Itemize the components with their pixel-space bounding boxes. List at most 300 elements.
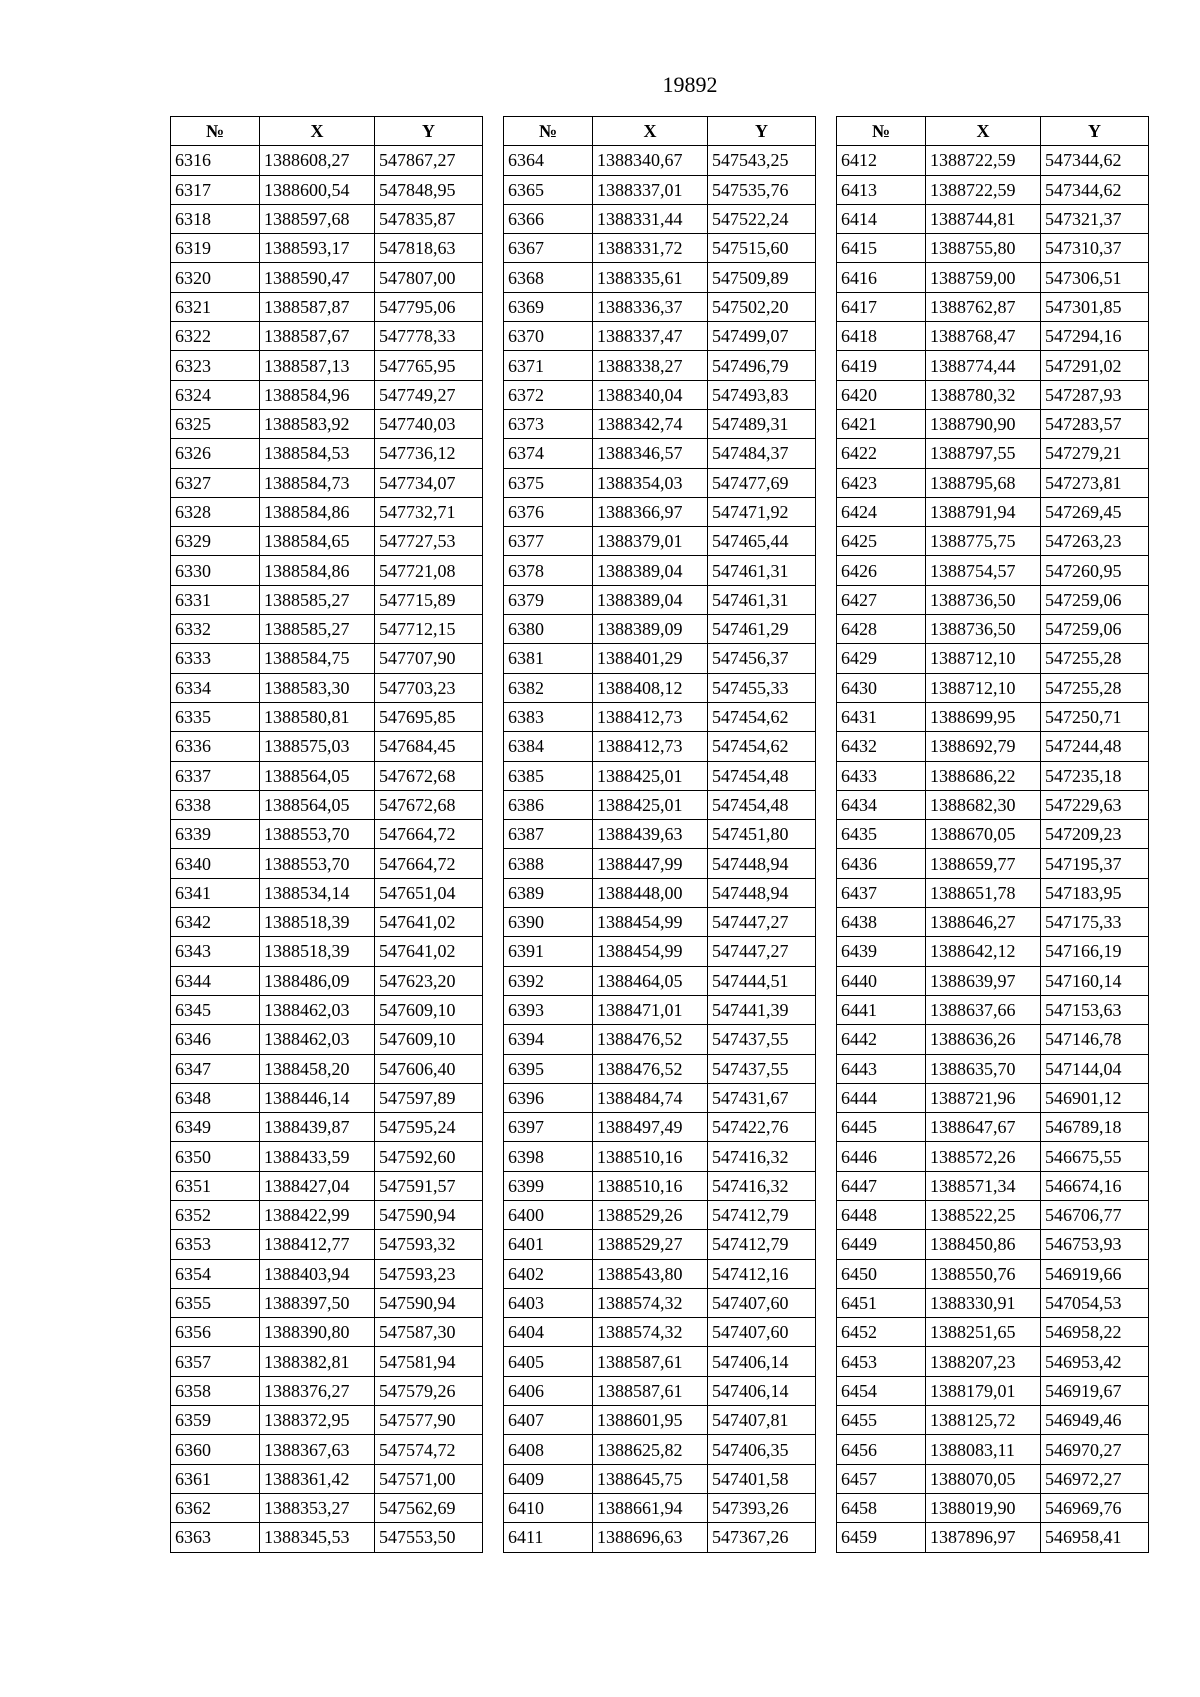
x-coordinate-cell: 1388518,39	[260, 908, 375, 937]
point-number-cell: 6367	[504, 234, 593, 263]
table-row	[504, 204, 816, 233]
y-coordinate-cell: 547684,45	[375, 732, 483, 761]
x-coordinate-cell: 1388439,63	[593, 820, 708, 849]
point-number-cell: 6334	[171, 673, 260, 702]
table-row	[171, 1025, 483, 1054]
x-coordinate-cell: 1388571,34	[926, 1171, 1041, 1200]
point-number-cell: 6358	[171, 1376, 260, 1405]
point-number-cell: 6408	[504, 1435, 593, 1464]
table-row	[837, 234, 1149, 263]
table-row	[171, 351, 483, 380]
table-row	[837, 497, 1149, 526]
point-number-cell: 6339	[171, 820, 260, 849]
point-number-cell: 6382	[504, 673, 593, 702]
point-number-cell: 6392	[504, 966, 593, 995]
x-coordinate-cell: 1388340,04	[593, 380, 708, 409]
table-row	[837, 1493, 1149, 1522]
table-row	[171, 263, 483, 292]
table-row	[837, 1318, 1149, 1347]
table-row	[171, 1171, 483, 1200]
y-coordinate-cell: 547310,37	[1041, 234, 1149, 263]
y-coordinate-cell: 546958,22	[1041, 1318, 1149, 1347]
point-number-cell: 6399	[504, 1171, 593, 1200]
x-coordinate-cell: 1388427,04	[260, 1171, 375, 1200]
y-coordinate-cell: 547703,23	[375, 673, 483, 702]
table-row	[504, 761, 816, 790]
y-coordinate-cell: 547412,79	[708, 1200, 816, 1229]
x-coordinate-cell: 1388379,01	[593, 527, 708, 556]
x-coordinate-cell: 1388625,82	[593, 1435, 708, 1464]
y-coordinate-cell: 547250,71	[1041, 702, 1149, 731]
table-row	[171, 204, 483, 233]
column-header-y: Y	[1041, 117, 1149, 146]
point-number-cell: 6387	[504, 820, 593, 849]
x-coordinate-cell: 1388361,42	[260, 1464, 375, 1493]
x-coordinate-cell: 1388645,75	[593, 1464, 708, 1493]
point-number-cell: 6372	[504, 380, 593, 409]
table-row	[171, 175, 483, 204]
point-number-cell: 6344	[171, 966, 260, 995]
point-number-cell: 6318	[171, 204, 260, 233]
table-row	[171, 1347, 483, 1376]
point-number-cell: 6401	[504, 1230, 593, 1259]
x-coordinate-cell: 1388397,50	[260, 1288, 375, 1317]
y-coordinate-cell: 547590,94	[375, 1288, 483, 1317]
point-number-cell: 6338	[171, 790, 260, 819]
point-number-cell: 6406	[504, 1376, 593, 1405]
x-coordinate-cell: 1388583,92	[260, 409, 375, 438]
x-coordinate-cell: 1388510,16	[593, 1142, 708, 1171]
table-row	[837, 995, 1149, 1024]
table-row	[837, 1288, 1149, 1317]
point-number-cell: 6434	[837, 790, 926, 819]
table-row	[504, 409, 816, 438]
x-coordinate-cell: 1388518,39	[260, 937, 375, 966]
point-number-cell: 6370	[504, 322, 593, 351]
table-row	[171, 322, 483, 351]
point-number-cell: 6443	[837, 1054, 926, 1083]
y-coordinate-cell: 547160,14	[1041, 966, 1149, 995]
y-coordinate-cell: 547344,62	[1041, 175, 1149, 204]
table-row	[504, 1113, 816, 1142]
point-number-cell: 6385	[504, 761, 593, 790]
y-coordinate-cell: 547543,25	[708, 146, 816, 175]
table-row	[504, 732, 816, 761]
point-number-cell: 6353	[171, 1230, 260, 1259]
point-number-cell: 6342	[171, 908, 260, 937]
point-number-cell: 6444	[837, 1083, 926, 1112]
table-row	[171, 790, 483, 819]
y-coordinate-cell: 547736,12	[375, 439, 483, 468]
y-coordinate-cell: 547712,15	[375, 615, 483, 644]
table-row	[837, 1259, 1149, 1288]
y-coordinate-cell: 547590,94	[375, 1200, 483, 1229]
x-coordinate-cell: 1388340,67	[593, 146, 708, 175]
x-coordinate-cell: 1388450,86	[926, 1230, 1041, 1259]
y-coordinate-cell: 547175,33	[1041, 908, 1149, 937]
point-number-cell: 6421	[837, 409, 926, 438]
x-coordinate-cell: 1388797,55	[926, 439, 1041, 468]
x-coordinate-cell: 1388179,01	[926, 1376, 1041, 1405]
table-row	[837, 263, 1149, 292]
table-row	[171, 527, 483, 556]
y-coordinate-cell: 547451,80	[708, 820, 816, 849]
point-number-cell: 6447	[837, 1171, 926, 1200]
y-coordinate-cell: 547795,06	[375, 292, 483, 321]
table-row	[504, 1288, 816, 1317]
y-coordinate-cell: 547279,21	[1041, 439, 1149, 468]
y-coordinate-cell: 547641,02	[375, 937, 483, 966]
y-coordinate-cell: 547183,95	[1041, 878, 1149, 907]
y-coordinate-cell: 547455,33	[708, 673, 816, 702]
x-coordinate-cell: 1388791,94	[926, 497, 1041, 526]
table-row	[171, 761, 483, 790]
point-number-cell: 6325	[171, 409, 260, 438]
x-coordinate-cell: 1388646,27	[926, 908, 1041, 937]
point-number-cell: 6449	[837, 1230, 926, 1259]
table-row	[504, 1200, 816, 1229]
y-coordinate-cell: 547664,72	[375, 849, 483, 878]
y-coordinate-cell: 547623,20	[375, 966, 483, 995]
x-coordinate-cell: 1388647,67	[926, 1113, 1041, 1142]
x-coordinate-cell: 1388382,81	[260, 1347, 375, 1376]
point-number-cell: 6368	[504, 263, 593, 292]
x-coordinate-cell: 1388462,03	[260, 995, 375, 1024]
table-row	[504, 1259, 816, 1288]
page-number: 19892	[662, 72, 718, 97]
y-coordinate-cell: 547209,23	[1041, 820, 1149, 849]
x-coordinate-cell: 1388462,03	[260, 1025, 375, 1054]
point-number-cell: 6375	[504, 468, 593, 497]
table-row	[504, 1523, 816, 1552]
x-coordinate-cell: 1388353,27	[260, 1493, 375, 1522]
point-number-cell: 6347	[171, 1054, 260, 1083]
x-coordinate-cell: 1388367,63	[260, 1435, 375, 1464]
x-coordinate-cell: 1388659,77	[926, 849, 1041, 878]
y-coordinate-cell: 547416,32	[708, 1142, 816, 1171]
table-row	[837, 527, 1149, 556]
y-coordinate-cell: 547461,31	[708, 556, 816, 585]
y-coordinate-cell: 547807,00	[375, 263, 483, 292]
point-number-cell: 6326	[171, 439, 260, 468]
x-coordinate-cell: 1388401,29	[593, 644, 708, 673]
point-number-cell: 6413	[837, 175, 926, 204]
y-coordinate-cell: 547454,48	[708, 790, 816, 819]
point-number-cell: 6374	[504, 439, 593, 468]
x-coordinate-cell: 1388207,23	[926, 1347, 1041, 1376]
x-coordinate-cell: 1388759,00	[926, 263, 1041, 292]
column-header-y: Y	[375, 117, 483, 146]
x-coordinate-cell: 1388331,72	[593, 234, 708, 263]
x-coordinate-cell: 1388635,70	[926, 1054, 1041, 1083]
table-row	[504, 175, 816, 204]
table-row	[837, 175, 1149, 204]
y-coordinate-cell: 547502,20	[708, 292, 816, 321]
point-number-cell: 6438	[837, 908, 926, 937]
table-row	[504, 439, 816, 468]
y-coordinate-cell: 547407,81	[708, 1406, 816, 1435]
x-coordinate-cell: 1388476,52	[593, 1025, 708, 1054]
table-row	[171, 1464, 483, 1493]
x-coordinate-cell: 1388454,99	[593, 937, 708, 966]
table-row	[504, 615, 816, 644]
table-row	[504, 644, 816, 673]
point-number-cell: 6396	[504, 1083, 593, 1112]
y-coordinate-cell: 547301,85	[1041, 292, 1149, 321]
point-number-cell: 6349	[171, 1113, 260, 1142]
y-coordinate-cell: 547447,27	[708, 908, 816, 937]
y-coordinate-cell: 547721,08	[375, 556, 483, 585]
y-coordinate-cell: 547593,23	[375, 1259, 483, 1288]
point-number-cell: 6323	[171, 351, 260, 380]
table-row	[837, 556, 1149, 585]
point-number-cell: 6419	[837, 351, 926, 380]
x-coordinate-cell: 1388389,04	[593, 585, 708, 614]
table-row	[504, 995, 816, 1024]
x-coordinate-cell: 1388376,27	[260, 1376, 375, 1405]
x-coordinate-cell: 1388336,37	[593, 292, 708, 321]
table-row	[837, 1347, 1149, 1376]
point-number-cell: 6380	[504, 615, 593, 644]
point-number-cell: 6456	[837, 1435, 926, 1464]
point-number-cell: 6424	[837, 497, 926, 526]
x-coordinate-cell: 1388775,75	[926, 527, 1041, 556]
point-number-cell: 6328	[171, 497, 260, 526]
point-number-cell: 6429	[837, 644, 926, 673]
table-row	[504, 292, 816, 321]
point-number-cell: 6384	[504, 732, 593, 761]
y-coordinate-cell: 547562,69	[375, 1493, 483, 1522]
point-number-cell: 6335	[171, 702, 260, 731]
x-coordinate-cell: 1388608,27	[260, 146, 375, 175]
y-coordinate-cell: 547609,10	[375, 995, 483, 1024]
x-coordinate-cell: 1388529,26	[593, 1200, 708, 1229]
point-number-cell: 6377	[504, 527, 593, 556]
y-coordinate-cell: 546674,16	[1041, 1171, 1149, 1200]
y-coordinate-cell: 547606,40	[375, 1054, 483, 1083]
table-row	[171, 702, 483, 731]
x-coordinate-cell: 1388572,26	[926, 1142, 1041, 1171]
x-coordinate-cell: 1388762,87	[926, 292, 1041, 321]
y-coordinate-cell: 547291,02	[1041, 351, 1149, 380]
x-coordinate-cell: 1388330,91	[926, 1288, 1041, 1317]
table-row	[837, 351, 1149, 380]
point-number-cell: 6416	[837, 263, 926, 292]
point-number-cell: 6348	[171, 1083, 260, 1112]
y-coordinate-cell: 547144,04	[1041, 1054, 1149, 1083]
y-coordinate-cell: 547593,32	[375, 1230, 483, 1259]
y-coordinate-cell: 547553,50	[375, 1523, 483, 1552]
point-number-cell: 6352	[171, 1200, 260, 1229]
point-number-cell: 6371	[504, 351, 593, 380]
x-coordinate-cell: 1388699,95	[926, 702, 1041, 731]
table-row	[837, 761, 1149, 790]
y-coordinate-cell: 547367,26	[708, 1523, 816, 1552]
point-number-cell: 6383	[504, 702, 593, 731]
y-coordinate-cell: 547672,68	[375, 761, 483, 790]
y-coordinate-cell: 547437,55	[708, 1025, 816, 1054]
point-number-cell: 6393	[504, 995, 593, 1024]
table-row	[171, 146, 483, 175]
table-row	[504, 1083, 816, 1112]
x-coordinate-cell: 1388795,68	[926, 468, 1041, 497]
table-row	[504, 351, 816, 380]
table-row	[504, 146, 816, 175]
y-coordinate-cell: 547447,27	[708, 937, 816, 966]
table-row	[504, 497, 816, 526]
y-coordinate-cell: 547515,60	[708, 234, 816, 263]
y-coordinate-cell: 547448,94	[708, 878, 816, 907]
point-number-cell: 6426	[837, 556, 926, 585]
y-coordinate-cell: 547407,60	[708, 1288, 816, 1317]
y-coordinate-cell: 547407,60	[708, 1318, 816, 1347]
x-coordinate-cell: 1388448,00	[593, 878, 708, 907]
point-number-cell: 6427	[837, 585, 926, 614]
table-row	[837, 1376, 1149, 1405]
y-coordinate-cell: 546919,66	[1041, 1259, 1149, 1288]
point-number-cell: 6369	[504, 292, 593, 321]
x-coordinate-cell: 1388768,47	[926, 322, 1041, 351]
x-coordinate-cell: 1387896,97	[926, 1523, 1041, 1552]
table-row	[837, 468, 1149, 497]
table-row	[837, 1142, 1149, 1171]
point-number-cell: 6320	[171, 263, 260, 292]
table-row	[837, 1523, 1149, 1552]
point-number-cell: 6322	[171, 322, 260, 351]
point-number-cell: 6407	[504, 1406, 593, 1435]
point-number-cell: 6321	[171, 292, 260, 321]
x-coordinate-cell: 1388070,05	[926, 1464, 1041, 1493]
x-coordinate-cell: 1388585,27	[260, 585, 375, 614]
x-coordinate-cell: 1388251,65	[926, 1318, 1041, 1347]
point-number-cell: 6428	[837, 615, 926, 644]
x-coordinate-cell: 1388722,59	[926, 146, 1041, 175]
point-number-cell: 6436	[837, 849, 926, 878]
table-row	[504, 527, 816, 556]
y-coordinate-cell: 547496,79	[708, 351, 816, 380]
y-coordinate-cell: 547597,89	[375, 1083, 483, 1112]
x-coordinate-cell: 1388686,22	[926, 761, 1041, 790]
y-coordinate-cell: 547740,03	[375, 409, 483, 438]
y-coordinate-cell: 547287,93	[1041, 380, 1149, 409]
point-number-cell: 6455	[837, 1406, 926, 1435]
point-number-cell: 6379	[504, 585, 593, 614]
y-coordinate-cell: 547401,58	[708, 1464, 816, 1493]
table-row	[504, 1464, 816, 1493]
table-row	[171, 966, 483, 995]
y-coordinate-cell: 546958,41	[1041, 1523, 1149, 1552]
point-number-cell: 6423	[837, 468, 926, 497]
y-coordinate-cell: 546969,76	[1041, 1493, 1149, 1522]
x-coordinate-cell: 1388366,97	[593, 497, 708, 526]
table-row	[837, 1054, 1149, 1083]
table-row	[171, 1288, 483, 1317]
x-coordinate-cell: 1388584,75	[260, 644, 375, 673]
point-number-cell: 6365	[504, 175, 593, 204]
column-header-number: №	[504, 117, 593, 146]
y-coordinate-cell: 547255,28	[1041, 644, 1149, 673]
table-row	[171, 995, 483, 1024]
point-number-cell: 6402	[504, 1259, 593, 1288]
y-coordinate-cell: 547153,63	[1041, 995, 1149, 1024]
y-coordinate-cell: 547406,14	[708, 1347, 816, 1376]
y-coordinate-cell: 547571,00	[375, 1464, 483, 1493]
x-coordinate-cell: 1388682,30	[926, 790, 1041, 819]
x-coordinate-cell: 1388584,65	[260, 527, 375, 556]
point-number-cell: 6394	[504, 1025, 593, 1054]
point-number-cell: 6362	[171, 1493, 260, 1522]
table-row	[837, 1406, 1149, 1435]
y-coordinate-cell: 547867,27	[375, 146, 483, 175]
x-coordinate-cell: 1388447,99	[593, 849, 708, 878]
point-number-cell: 6409	[504, 1464, 593, 1493]
y-coordinate-cell: 547734,07	[375, 468, 483, 497]
table-row	[504, 234, 816, 263]
y-coordinate-cell: 547437,55	[708, 1054, 816, 1083]
point-number-cell: 6435	[837, 820, 926, 849]
point-number-cell: 6378	[504, 556, 593, 585]
x-coordinate-cell: 1388755,80	[926, 234, 1041, 263]
table-row	[171, 615, 483, 644]
y-coordinate-cell: 546901,12	[1041, 1083, 1149, 1112]
point-number-cell: 6433	[837, 761, 926, 790]
coordinates-table-2	[503, 116, 816, 1553]
table-row	[504, 1435, 816, 1464]
table-header-row	[837, 117, 1149, 146]
y-coordinate-cell: 547581,94	[375, 1347, 483, 1376]
y-coordinate-cell: 547306,51	[1041, 263, 1149, 292]
x-coordinate-cell: 1388422,99	[260, 1200, 375, 1229]
y-coordinate-cell: 547577,90	[375, 1406, 483, 1435]
x-coordinate-cell: 1388584,73	[260, 468, 375, 497]
point-number-cell: 6316	[171, 146, 260, 175]
x-coordinate-cell: 1388425,01	[593, 761, 708, 790]
x-coordinate-cell: 1388522,25	[926, 1200, 1041, 1229]
point-number-cell: 6336	[171, 732, 260, 761]
table-row	[504, 1171, 816, 1200]
x-coordinate-cell: 1388584,96	[260, 380, 375, 409]
y-coordinate-cell: 547244,48	[1041, 732, 1149, 761]
table-row	[837, 702, 1149, 731]
x-coordinate-cell: 1388083,11	[926, 1435, 1041, 1464]
y-coordinate-cell: 547477,69	[708, 468, 816, 497]
y-coordinate-cell: 547260,95	[1041, 556, 1149, 585]
y-coordinate-cell: 547471,92	[708, 497, 816, 526]
table-row	[504, 966, 816, 995]
point-number-cell: 6388	[504, 849, 593, 878]
x-coordinate-cell: 1388575,03	[260, 732, 375, 761]
point-number-cell: 6363	[171, 1523, 260, 1552]
x-coordinate-cell: 1388587,67	[260, 322, 375, 351]
x-coordinate-cell: 1388721,96	[926, 1083, 1041, 1112]
table-row	[171, 1259, 483, 1288]
y-coordinate-cell: 547727,53	[375, 527, 483, 556]
point-number-cell: 6414	[837, 204, 926, 233]
table-row	[837, 849, 1149, 878]
table-header-row	[171, 117, 483, 146]
y-coordinate-cell: 547283,57	[1041, 409, 1149, 438]
point-number-cell: 6386	[504, 790, 593, 819]
y-coordinate-cell: 547146,78	[1041, 1025, 1149, 1054]
point-number-cell: 6364	[504, 146, 593, 175]
x-coordinate-cell: 1388636,26	[926, 1025, 1041, 1054]
point-number-cell: 6442	[837, 1025, 926, 1054]
y-coordinate-cell: 547732,71	[375, 497, 483, 526]
table-row	[504, 556, 816, 585]
x-coordinate-cell: 1388433,59	[260, 1142, 375, 1171]
table-row	[837, 790, 1149, 819]
point-number-cell: 6431	[837, 702, 926, 731]
